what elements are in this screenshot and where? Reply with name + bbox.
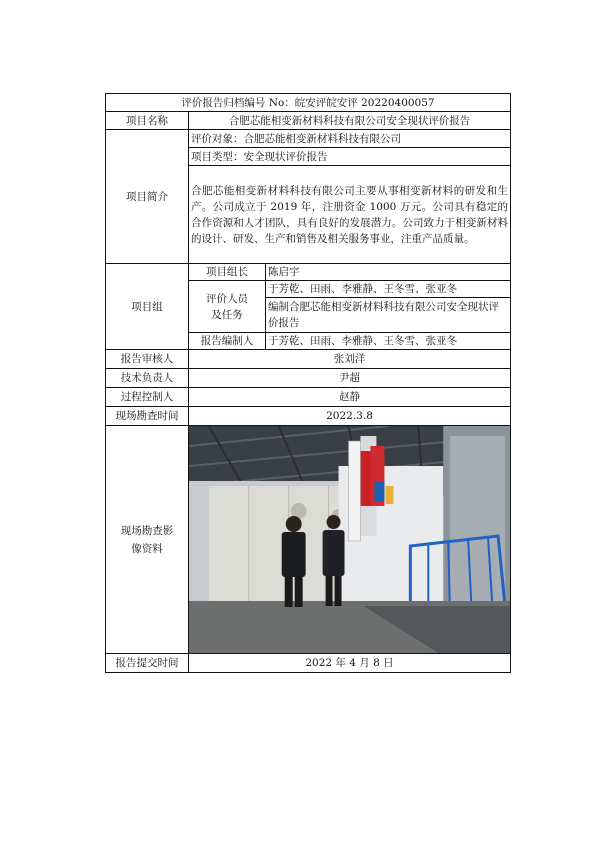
project-name-label: 项目名称 [106,112,189,130]
process-controller-label: 过程控制人 [106,388,189,407]
project-group-label: 项目组 [106,264,189,350]
compiler-label: 报告编制人 [189,333,266,350]
auditor-name: 张刘洋 [189,350,511,369]
leader-name: 陈启宇 [266,264,511,281]
auditor-label: 报告审核人 [106,350,189,369]
tech-lead-name: 尹超 [189,369,511,388]
inspection-photo-cell [189,426,511,654]
project-description: 合肥芯能相变新材料科技有限公司主要从事相变新材料的研发和生产。公司成立于 2019 年，注册资金 1000 万元。公司具有稳定的合作资源和人才团队，具有良好的发展潜力。公司致力于相变新材料的设计、研发、生产和销售及相关服务事业，注重产品质量。 [189,166,511,264]
tech-lead-label: 技术负责人 [106,369,189,388]
process-controller-name: 赵静 [189,388,511,407]
leader-label: 项目组长 [189,264,266,281]
evaluation-report-table [105,93,511,673]
inspection-photo-label: 现场勘查影像资料 [106,426,189,654]
evaluators-names: 于芳乾、田雨、李雅静、王冬雪、张亚冬 [266,281,511,298]
evaluation-object: 评价对象：合肥芯能相变新材料科技有限公司 [189,130,511,148]
project-type: 项目类型：安全现状评价报告 [189,148,511,166]
submission-time-label: 报告提交时间 [106,654,189,673]
evaluators-label: 评价人员及任务 [189,281,266,333]
archive-number: 评价报告归档编号 No：皖安评皖安评 20220400057 [106,94,511,112]
project-name-value: 合肥芯能相变新材料科技有限公司安全现状评价报告 [189,112,511,130]
site-inspection-photo [189,426,510,653]
compiler-names: 于芳乾、田雨、李雅静、王冬雪、张亚冬 [266,333,511,350]
project-intro-label: 项目简介 [106,130,189,264]
submission-date: 2022 年 4 月 8 日 [189,654,511,673]
inspection-time-value: 2022.3.8 [189,407,511,426]
inspection-time-label: 现场勘查时间 [106,407,189,426]
evaluation-task: 编制合肥芯能相变新材料科技有限公司安全现状评价报告 [266,298,511,333]
